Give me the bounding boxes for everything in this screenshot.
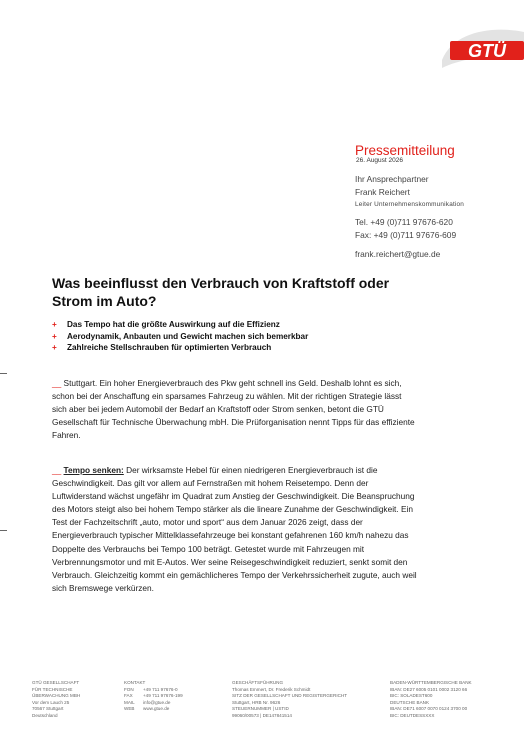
- contact-fax: Fax: +49 (0)711 97676-609: [355, 230, 457, 240]
- footer-bank: BADEN-WÜRTTEMBERGISCHE BANK IBAN: DE27 6005 0101 0002 3120 66 BIC: SOLADEST600 DEUTSCHE BANK IBAN: DE71 6007 0070 0124 3700 00 BIC: DEUTDESSXXX: [390, 680, 472, 718]
- body-paragraph-intro: __ Stuttgart. Ein hoher Energieverbrauch des Pkw geht schnell ins Geld. Deshalb lohnt es sich, schon bei der Anschaffung ein sparsames Fahrzeug zu wählen. Mit der richtigen Strategie lässt sich aber bei jedem Automobil der Bedarf an Kraftstoff oder Strom senken, betont die GTÜ Gesellschaft für Technische Überwachung mbH. Die Prüforganisation nennt Tipps für das effiziente Fahren.: [52, 378, 415, 441]
- body-paragraph-tempo: __ Tempo senken: Der wirksamste Hebel für einen niedrigeren Energieverbrauch ist die Geschwindigkeit. Das gilt vor allem auf Fernstraßen mit hohem Reisetempo. Denn der Luftwiderstand wächst ungefähr im Quadrat zum Anstieg der Geschwindigkeit. Die Beanspruchung des Motors steigt also bei hohem Tempo stärker als die lineare Zunahme der Geschwindigkeit. Ein Test der Fachzeitschrift „auto, motor und sport“ aus dem Januar 2026 zeigt, dass der Energieverbrauch typischer Mittelklassefahrzeuge bei konstant gefahrenen 160 km/h nahezu das Doppelte des Verbrauchs bei Tempo 100 beträgt. Getestet wurde mit Fahrzeugen mit Verbrennungsmotor und mit E-Autos. Wer seine Reisegeschwindigkeit reduziert, senkt somit den Verbrauch. Gleichzeitig kommt ein gemächlicheres Tempo der Verkehrssicherheit zugute, auch weil sich Bremswege verkürzen.: [52, 465, 417, 593]
- paragraph-dash: __: [52, 378, 62, 388]
- plus-icon: +: [52, 320, 57, 329]
- gtue-logo: [436, 20, 526, 74]
- contact-block: [355, 143, 464, 261]
- fold-mark: [0, 373, 7, 374]
- paragraph-lead: Tempo senken:: [63, 465, 124, 475]
- paragraph-dash: __: [52, 465, 62, 475]
- footer-contact: KONTAKT FON +49 711 97676-0 FAX +49 711 97676-199 MAIL info@gtue.de WEB www.gtue.de: [124, 680, 183, 712]
- logo-text: GTÜ: [468, 41, 506, 61]
- footer-email-link[interactable]: info@gtue.de: [143, 699, 171, 705]
- punch-mark: [0, 530, 7, 531]
- summary-bullet: + Das Tempo hat die größte Auswirkung auf die Effizienz: [52, 320, 280, 329]
- contact-email[interactable]: frank.reichert@gtue.de: [355, 249, 441, 259]
- article-headline: Was beeinflusst den Verbrauch von Kraftstoff oder Strom im Auto?: [52, 275, 390, 309]
- summary-bullets: [52, 319, 308, 354]
- footer-company: GTÜ GESELLSCHAFT FÜR TECHNISCHE ÜBERWACHUNG MBH Vor dem Lauch 25 70567 Stuttgart Deutschland: [32, 680, 81, 718]
- summary-bullet: + Zahlreiche Stellschrauben für optimierten Verbrauch: [52, 343, 272, 353]
- press-date: 26. August 2026: [356, 157, 403, 164]
- footer-web-link[interactable]: www.gtue.de: [143, 706, 170, 712]
- summary-bullet: + Aerodynamik, Anbauten und Gewicht machen sich bemerkbar: [52, 331, 309, 341]
- contact-intro: Ihr Ansprechpartner: [355, 174, 429, 184]
- contact-tel: Tel. +49 (0)711 97676-620: [355, 217, 453, 227]
- plus-icon: +: [52, 331, 57, 341]
- contact-name: Frank Reichert: [355, 187, 410, 197]
- contact-role: Leiter Unternehmenskommunikation: [355, 201, 465, 208]
- footer-management: GESCHÄFTSFÜHRUNG Thomas Emmert, Dr. Frederik Schmidt SITZ DER GESELLSCHAFT UND REGISTERGERICHT Stuttgart, HRB Nr. 9626 STEUERNUMMER | USTID 99060/00573 | DE147841514: [232, 680, 348, 718]
- plus-icon: +: [52, 343, 57, 353]
- press-release-label: Pressemitteilung: [355, 143, 455, 158]
